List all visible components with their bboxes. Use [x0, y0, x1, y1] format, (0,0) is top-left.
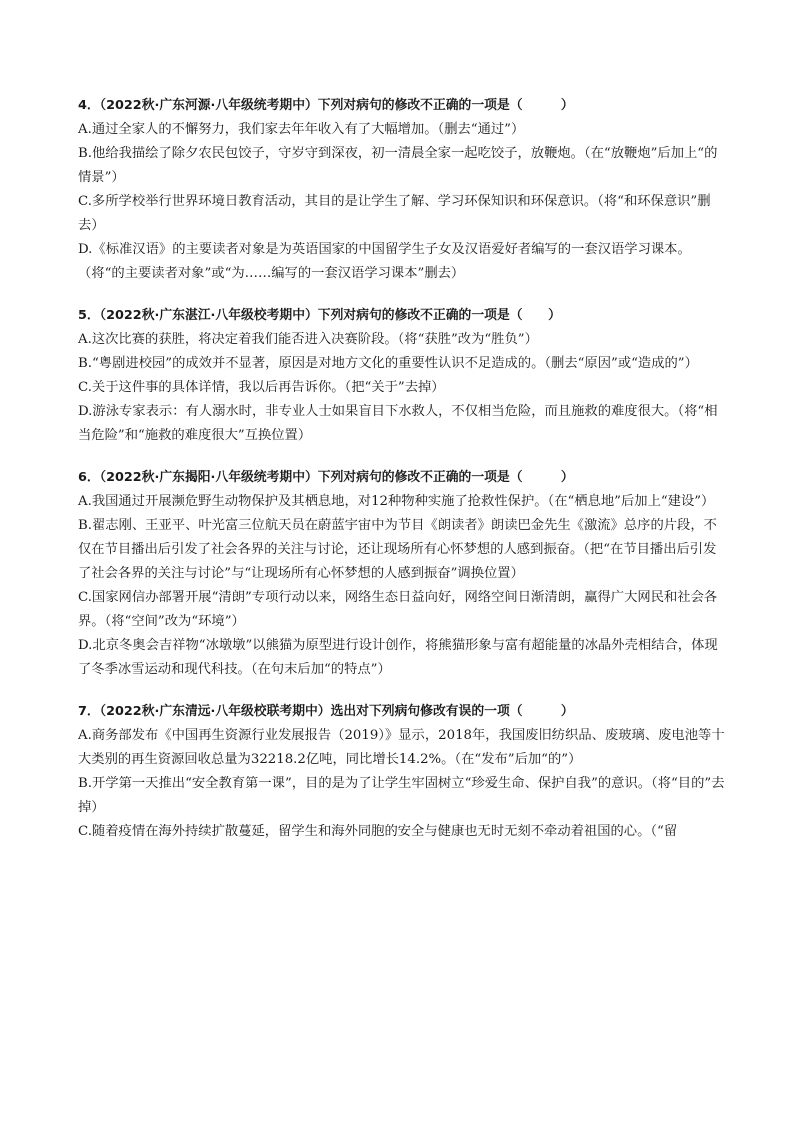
option-a: A.通过全家人的不懈努力，我们家去年年收入有了大幅增加。（删去“通过”） — [78, 122, 525, 137]
question-stem: 5．（2022秋·广东湛江·八年级校考期中）下列对病句的修改不正确的一项是（ ） — [78, 308, 561, 323]
option-b: B.“粤剧进校园”的成效并不显著，原因是对地方文化的重要性认识不足造成的。（删去“原因”或“造成的”） — [78, 356, 698, 371]
option-b: B.开学第一天推出“安全教育第一课”，目的是为了让学生牢固树立“珍爱生命、保护自我”的意识。（将“目的”去掉） — [78, 776, 725, 815]
option-b: B.翟志刚、王亚平、叶光富三位航天员在蔚蓝宇宙中为节目《朗读者》朗读巴金先生《激流》总序的片段，不仅在节目播出后引发了社会各界的关注与讨论，还让现场所有心怀梦想的人感到振奋。（把“在节目播出后引发了社会各界的关注与讨论”与“让现场所有心怀梦想的人感到振奋”调换位置） — [78, 518, 717, 581]
option-a: A.我国通过开展濒危野生动物保护及其栖息地，对12种物种实施了抢救性保护。（在“栖息地”后加上“建设”） — [78, 494, 715, 509]
question-7 — [78, 700, 728, 844]
question-4 — [78, 94, 728, 286]
option-c: C.关于这件事的具体详情，我以后再告诉你。（把“关于”去掉） — [78, 380, 445, 395]
option-c: C.随着疫情在海外持续扩散蔓延，留学生和海外同胞的安全与健康也无时无刻不牵动着祖国的心。（“留 — [78, 824, 678, 839]
option-a: A.这次比赛的获胜，将决定着我们能否进入决赛阶段。（将“获胜”改为“胜负”） — [78, 332, 538, 347]
question-stem: 7．（2022秋·广东清远·八年级校联考期中）选出对下列病句修改有误的一项（ ） — [78, 704, 574, 719]
question-6 — [78, 466, 728, 682]
document-page — [78, 94, 728, 862]
option-d: D.游泳专家表示：有人溺水时，非专业人士如果盲目下水救人，不仅相当危险，而且施救的难度很大。（将“相当危险”和“施救的难度很大”互换位置） — [78, 404, 718, 443]
option-b: B.他给我描绘了除夕农民包饺子，守岁守到深夜，初一清晨全家一起吃饺子，放鞭炮。（在“放鞭炮”后加上“的情景”） — [78, 146, 718, 185]
question-stem: 6．（2022秋·广东揭阳·八年级统考期中）下列对病句的修改不正确的一项是（ ） — [78, 470, 574, 485]
option-d: D.北京冬奥会吉祥物“冰墩墩”以熊猫为原型进行设计创作，将熊猫形象与富有超能量的冰晶外壳相结合，体现了冬季冰雪运动和现代科技。（在句末后加“的特点”） — [78, 638, 718, 677]
option-a: A.商务部发布《中国再生资源行业发展报告（2019）》显示，2018年，我国废旧纺织品、废玻璃、废电池等十大类别的再生资源回收总量为32218.2亿吨，同比增长14.2%。（在“发布”后加“的”） — [78, 728, 725, 767]
option-c: C.多所学校举行世界环境日教育活动，其目的是让学生了解、学习环保知识和环保意识。（将“和环保意识”删去） — [78, 194, 711, 233]
option-d: D.《标准汉语》的主要读者对象是为英语国家的中国留学生子女及汉语爱好者编写的一套汉语学习课本。（将“的主要读者对象”或“为……编写的一套汉语学习课本”删去） — [78, 242, 691, 281]
question-stem: 4．（2022秋·广东河源·八年级统考期中）下列对病句的修改不正确的一项是（ ） — [78, 98, 574, 113]
question-5 — [78, 304, 728, 448]
option-c: C.国家网信办部署开展“清朗”专项行动以来，网络生态日益向好，网络空间日渐清朗，赢得广大网民和社会各界。（将“空间”改为“环境”） — [78, 590, 718, 629]
